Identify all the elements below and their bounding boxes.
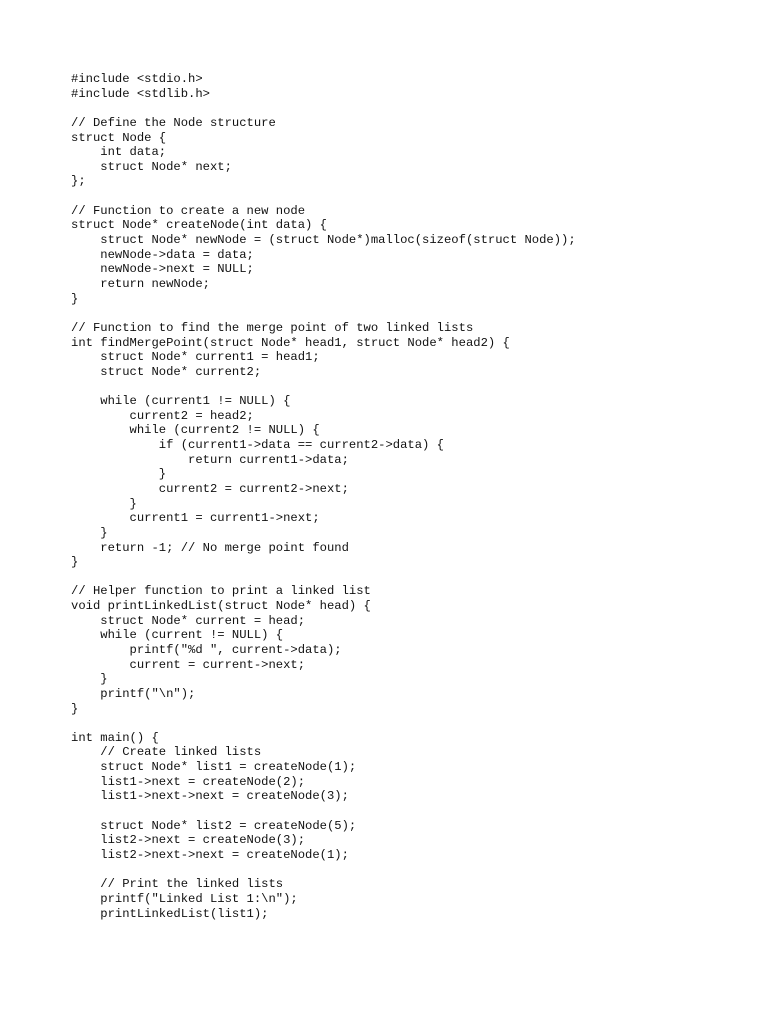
code-line: struct Node* list1 = createNode(1); <box>71 760 357 775</box>
code-line: printf("\n"); <box>71 686 196 701</box>
code-line: while (current != NULL) { <box>71 628 284 643</box>
code-block <box>71 72 576 921</box>
code-line: return newNode; <box>71 276 210 291</box>
code-line: struct Node* current2; <box>71 364 262 379</box>
code-line: newNode->data = data; <box>71 247 254 262</box>
code-line <box>71 863 576 878</box>
code-line: // Function to create a new node <box>71 203 306 218</box>
code-line: newNode->next = NULL; <box>71 262 254 277</box>
code-line: printLinkedList(list1); <box>71 906 269 921</box>
code-line: // Helper function to print a linked list <box>71 584 371 599</box>
code-line <box>71 379 576 394</box>
code-line <box>71 306 576 321</box>
code-line: printf("%d ", current->data); <box>71 642 342 657</box>
code-line: current = current->next; <box>71 657 306 672</box>
code-line: }; <box>71 174 86 189</box>
code-line: #include <stdio.h> <box>71 72 203 86</box>
code-line: #include <stdlib.h> <box>71 86 210 101</box>
code-line: struct Node* current1 = head1; <box>71 350 320 365</box>
code-line: struct Node* list2 = createNode(5); <box>71 818 357 833</box>
code-line: current2 = head2; <box>71 408 254 423</box>
code-line: return -1; // No merge point found <box>71 540 349 555</box>
code-line: // Print the linked lists <box>71 877 284 892</box>
code-line: if (current1->data == current2->data) { <box>71 438 444 453</box>
code-line: struct Node* next; <box>71 159 232 174</box>
code-line: } <box>71 496 137 511</box>
code-line: // Function to find the merge point of two linked lists <box>71 320 474 335</box>
code-line: while (current2 != NULL) { <box>71 423 320 438</box>
code-line: while (current1 != NULL) { <box>71 394 291 409</box>
code-line: // Create linked lists <box>71 745 262 760</box>
code-line <box>71 101 576 116</box>
code-line: } <box>71 701 79 716</box>
code-line: list1->next->next = createNode(3); <box>71 789 349 804</box>
code-line: // Define the Node structure <box>71 115 276 130</box>
code-line: } <box>71 555 79 570</box>
code-line: current2 = current2->next; <box>71 481 349 496</box>
code-line <box>71 804 576 819</box>
code-line: void printLinkedList(struct Node* head) { <box>71 599 371 614</box>
code-line: struct Node* createNode(int data) { <box>71 218 327 233</box>
code-line <box>71 570 576 585</box>
code-line <box>71 716 576 731</box>
code-line: return current1->data; <box>71 452 349 467</box>
code-line: } <box>71 291 79 306</box>
code-line: printf("Linked List 1:\n"); <box>71 891 298 906</box>
code-line: } <box>71 467 167 482</box>
code-line: } <box>71 672 108 687</box>
code-line: struct Node* newNode = (struct Node*)malloc(sizeof(struct Node)); <box>71 233 576 248</box>
code-line: current1 = current1->next; <box>71 511 320 526</box>
code-line <box>71 189 576 204</box>
code-line: struct Node* current = head; <box>71 613 306 628</box>
code-line: } <box>71 525 108 540</box>
code-line: int findMergePoint(struct Node* head1, struct Node* head2) { <box>71 335 510 350</box>
code-line: int main() { <box>71 730 159 745</box>
code-line: int data; <box>71 145 167 160</box>
code-line: list2->next = createNode(3); <box>71 833 306 848</box>
code-line: struct Node { <box>71 130 167 145</box>
code-line: list2->next->next = createNode(1); <box>71 847 349 862</box>
code-line: list1->next = createNode(2); <box>71 774 306 789</box>
